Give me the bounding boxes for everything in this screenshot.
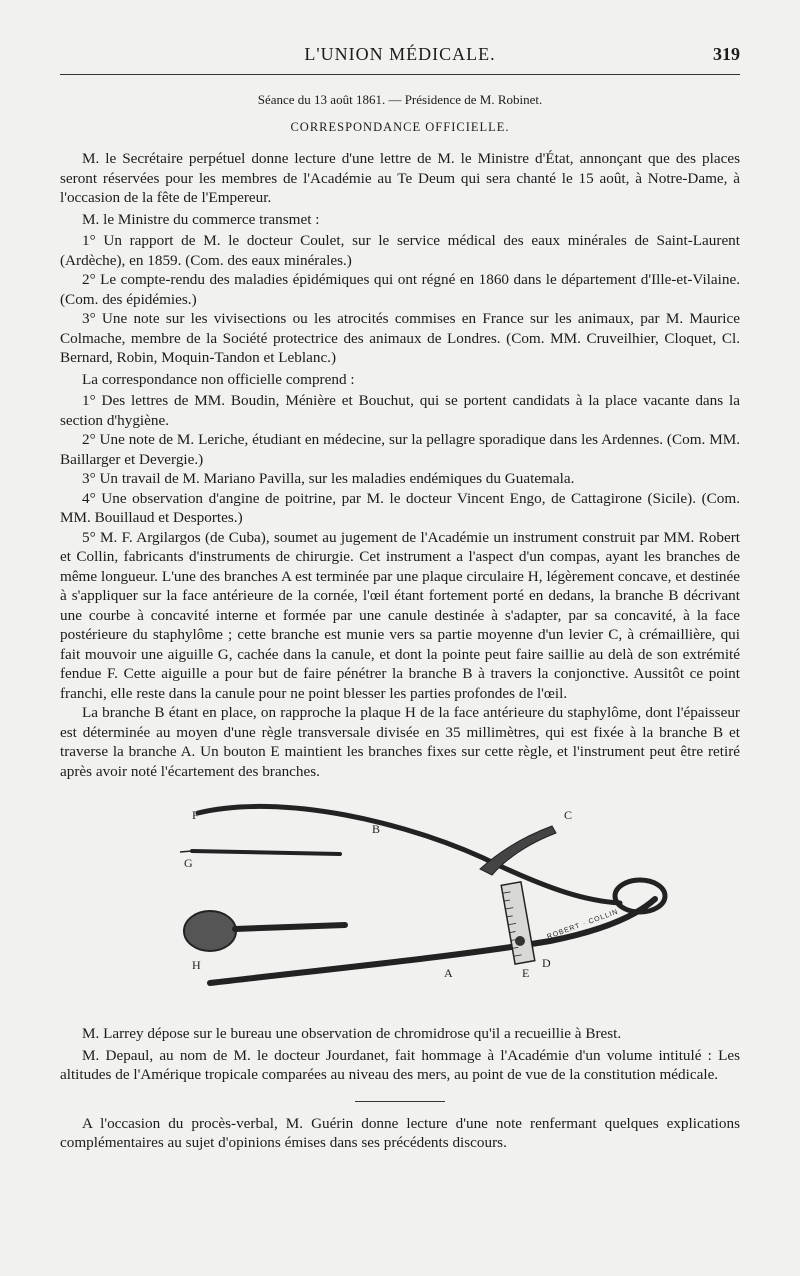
article-body [60, 90, 740, 1153]
paragraph-pavilla-work: 3° Un travail de M. Mariano Pavilla, sur les maladies endémiques du Guatemala. [82, 470, 575, 487]
figure-label-d: D [542, 956, 551, 970]
section-title: CORRESPONDANCE OFFICIELLE. [290, 119, 510, 134]
paragraph-depaul: M. Depaul, au nom de M. le docteur Jourdanet, fait hommage à l'Académie d'un volume intitulé : Les altitudes de l'Amérique tropicale comparées au niveau des mers, au point de vue de la constitution médicale. [60, 1046, 740, 1083]
page-header [60, 44, 740, 75]
branch-b [198, 806, 620, 903]
paragraph-guerin: A l'occasion du procès-verbal, M. Guérin donne lecture d'une note renfermant quelques explications complémentaires au sujet d'opinions émises dans ses précédents discours. [60, 1114, 740, 1151]
maker-mark: ROBERT · COLLIN [546, 908, 620, 941]
lever-c [480, 826, 556, 875]
compass-instrument-illustration [80, 791, 720, 1016]
figure-label-f: F [192, 808, 199, 822]
instrument-figure [80, 791, 720, 1016]
figure-label-e: E [522, 966, 530, 980]
page-number: 319 [713, 44, 740, 64]
plate-h [184, 911, 236, 951]
paragraph-report-coulet: 1° Un rapport de M. le docteur Coulet, sur le service médical des eaux minérales de Saint-Laurent (Ardèche), en 1859. (Com. des eaux minérales.) [60, 232, 740, 269]
paragraph-engo-observation: 4° Une observation d'angine de poitrine, par M. le docteur Vincent Engo, de Cattagirone (Sicile). (Com. MM. Bouillaud et Desportes.) [60, 489, 740, 526]
graduated-ruler [501, 882, 535, 964]
figure-label-b: B [372, 822, 381, 836]
paragraph-larrey: M. Larrey dépose sur le bureau une observation de chromidrose qu'il a recueillie à Brest. [82, 1025, 622, 1042]
running-title: L'UNION MÉDICALE. [304, 44, 496, 64]
paragraph-instrument-description: 5° M. F. Argilargos (de Cuba), soumet au jugement de l'Académie un instrument construit par MM. Robert et Collin, fabricants d'instruments de chirurgie. Cet instrument a l'aspect d'un compas, ayant les branches de même longueur. L'une des branches A est terminée par une plaque circulaire H, légèrement concave, et destinée à s'appliquer sur la face antérieure de la cornée, l'œil étant fortement porté en dedans, la branche B décrivant une courbe à concavité interne et formée par une canule destinée à s'adapter, par sa concavité, à la face postérieure du staphylôme ; cette branche est munie vers sa partie moyenne d'un levier C, à crémaillière, qui fait mouvoir une aiguille G, cachée dans la canule, et dont la pointe peut faire saillie au delà de son extrémité fendue F. Cette aiguille a pour but de faire pénétrer la branche B à travers la conjonctive. Aussitôt ce point franchi, elle reste dans la canule pour ne point blesser les parties profondes de l'œil. [60, 528, 740, 702]
figure-label-h: H [192, 958, 201, 972]
session-line: Séance du 13 août 1861. — Présidence de M. Robinet. [257, 92, 543, 107]
section-divider [355, 1101, 445, 1102]
plate-h-handle [235, 925, 345, 929]
paragraph-vivisections: 3° Une note sur les vivisections ou les atrocités commises en France sur les animaux, par M. Maurice Colmache, membre de la Société protectrice des animaux de Londres. (Com. MM. Cruveilhier, Cloquet, Cl. Bernard, Robin, Moquin-Tandon et Leblanc.) [60, 310, 740, 366]
paragraph-candidate-letters: 1° Des lettres de MM. Boudin, Ménière et Bouchut, qui se portent candidats à la place vacante dans la section d'hygiène. [60, 392, 740, 429]
paragraph-unofficial-intro: La correspondance non officielle comprend : [82, 370, 355, 388]
paragraph-leriche-note: 2° Une note de M. Leriche, étudiant en médecine, sur la pellagre sporadique dans les Ardennes. (Com. MM. Baillarger et Devergie.) [60, 431, 740, 468]
figure-label-g: G [184, 856, 193, 870]
paragraph-epidemics: 2° Le compte-rendu des maladies épidémiques qui ont régné en 1860 dans le département d'Ille-et-Vilaine. (Com. des épidémies.) [60, 271, 740, 308]
button-e [515, 936, 525, 946]
branch-a [210, 899, 655, 983]
figure-label-c: C [564, 808, 573, 822]
figure-label-a: A [444, 966, 453, 980]
paragraph-minister-intro: M. le Ministre du commerce transmet : [82, 210, 320, 228]
needle-g [192, 851, 340, 854]
paragraph-secretary-letter: M. le Secrétaire perpétuel donne lecture d'une lettre de M. le Ministre d'État, annonçant que des places seront réservées pour les membres de l'Académie au Te Deum qui sera chanté le 15 août, à Notre-Dame, à l'occasion de la fête de l'Empereur. [60, 150, 740, 206]
paragraph-instrument-use: La branche B étant en place, on rapproche la plaque H de la face antérieure du staphylôme, dont l'épaisseur est déterminée au moyen d'une règle transversale divisée en 35 millimètres, qui est fixée à la branche B et traverse la branche A. Un bouton E maintient les branches fixes sur cette règle, et l'instrument peut être retiré après avoir noté l'écartement des branches. [60, 704, 740, 780]
